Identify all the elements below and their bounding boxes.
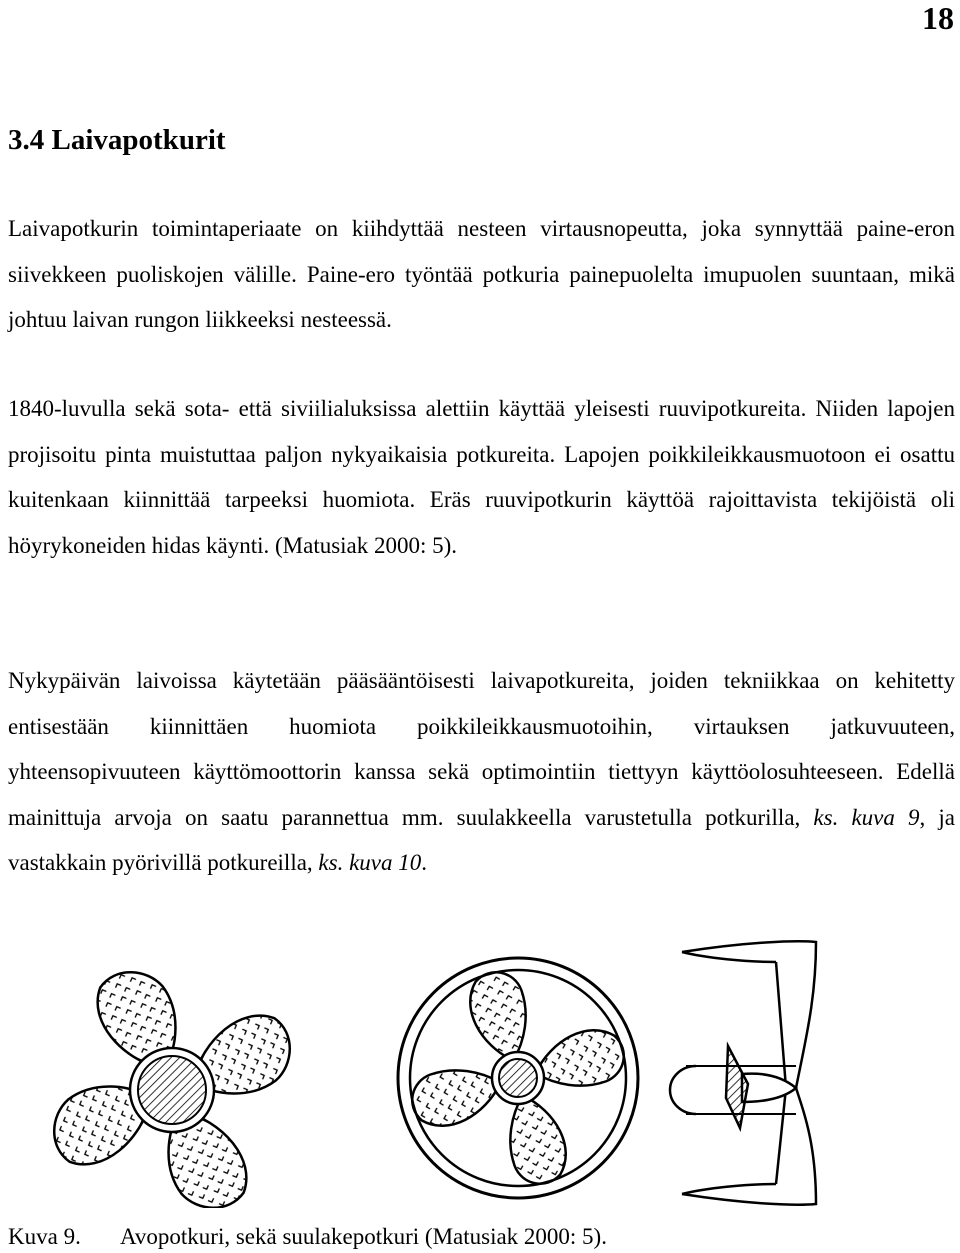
propeller-figure bbox=[6, 938, 960, 1208]
figure-10-reference: ks. kuva 10 bbox=[318, 850, 422, 876]
figure-9-reference: ks. kuva 9 bbox=[813, 804, 920, 830]
section-heading: 3.4 Laivapotkurit bbox=[8, 124, 226, 156]
ducted-propeller-front-drawing bbox=[398, 958, 638, 1198]
paragraph-3-text-mid: , ja vastakkain pyörivillä potkureilla, bbox=[8, 804, 955, 876]
open-propeller-drawing bbox=[42, 960, 303, 1208]
figure-caption bbox=[8, 1222, 607, 1252]
paragraph-2: 1840-luvulla sekä sota- että siviilialuksissa alettiin käyttää yleisesti ruuvipotkureita. Niiden lapojen projisoitu pinta muistuttaa paljon nykyaikaisia potkureita. Lapojen poikkileikkausmuotoon ei osattu kuitenkaan kiinnittää tarpeeksi huomiota. Eräs ruuvipotkurin käyttöä rajoittavista tekijöistä oli höyrykoneiden hidas käynti. (Matusiak 2000: 5). bbox=[8, 396, 955, 558]
paragraph-3-text-end: . bbox=[421, 850, 427, 876]
paragraph-3-text: Nykypäivän laivoissa käytetään pääsääntöisesti laivapotkureita, joiden tekniikkaa on kehitetty entisestään kiinnittäen huomiota poikkileikkausmuotoihin, virtauksen jatkuvuuteen, yhteensopivuuteen käyttömoottorin kanssa sekä optimointiin tiettyyn käyttöolosuhteeseen. Edellä mainittuja arvoja on saatu parannettua mm. suulakkeella varustetulla potkurilla, bbox=[8, 668, 955, 830]
caption-label: Kuva 9. bbox=[8, 1224, 81, 1249]
paragraph-1: Laivapotkurin toimintaperiaate on kiihdyttää nesteen virtausnopeutta, joka synnyttää paine-eron siivekkeen puoliskojen välille. Paine-ero työntää potkuria painepuolelta imupuolen suuntaan, mikä johtuu laivan rungon liikkeeksi nesteessä. bbox=[8, 216, 955, 333]
caption-text: Avopotkuri, sekä suulakepotkuri (Matusiak 2000: 5). bbox=[120, 1224, 607, 1249]
paragraph-3 bbox=[8, 658, 955, 886]
ducted-propeller-side-drawing bbox=[670, 941, 816, 1204]
page-number: 18 bbox=[922, 0, 954, 36]
